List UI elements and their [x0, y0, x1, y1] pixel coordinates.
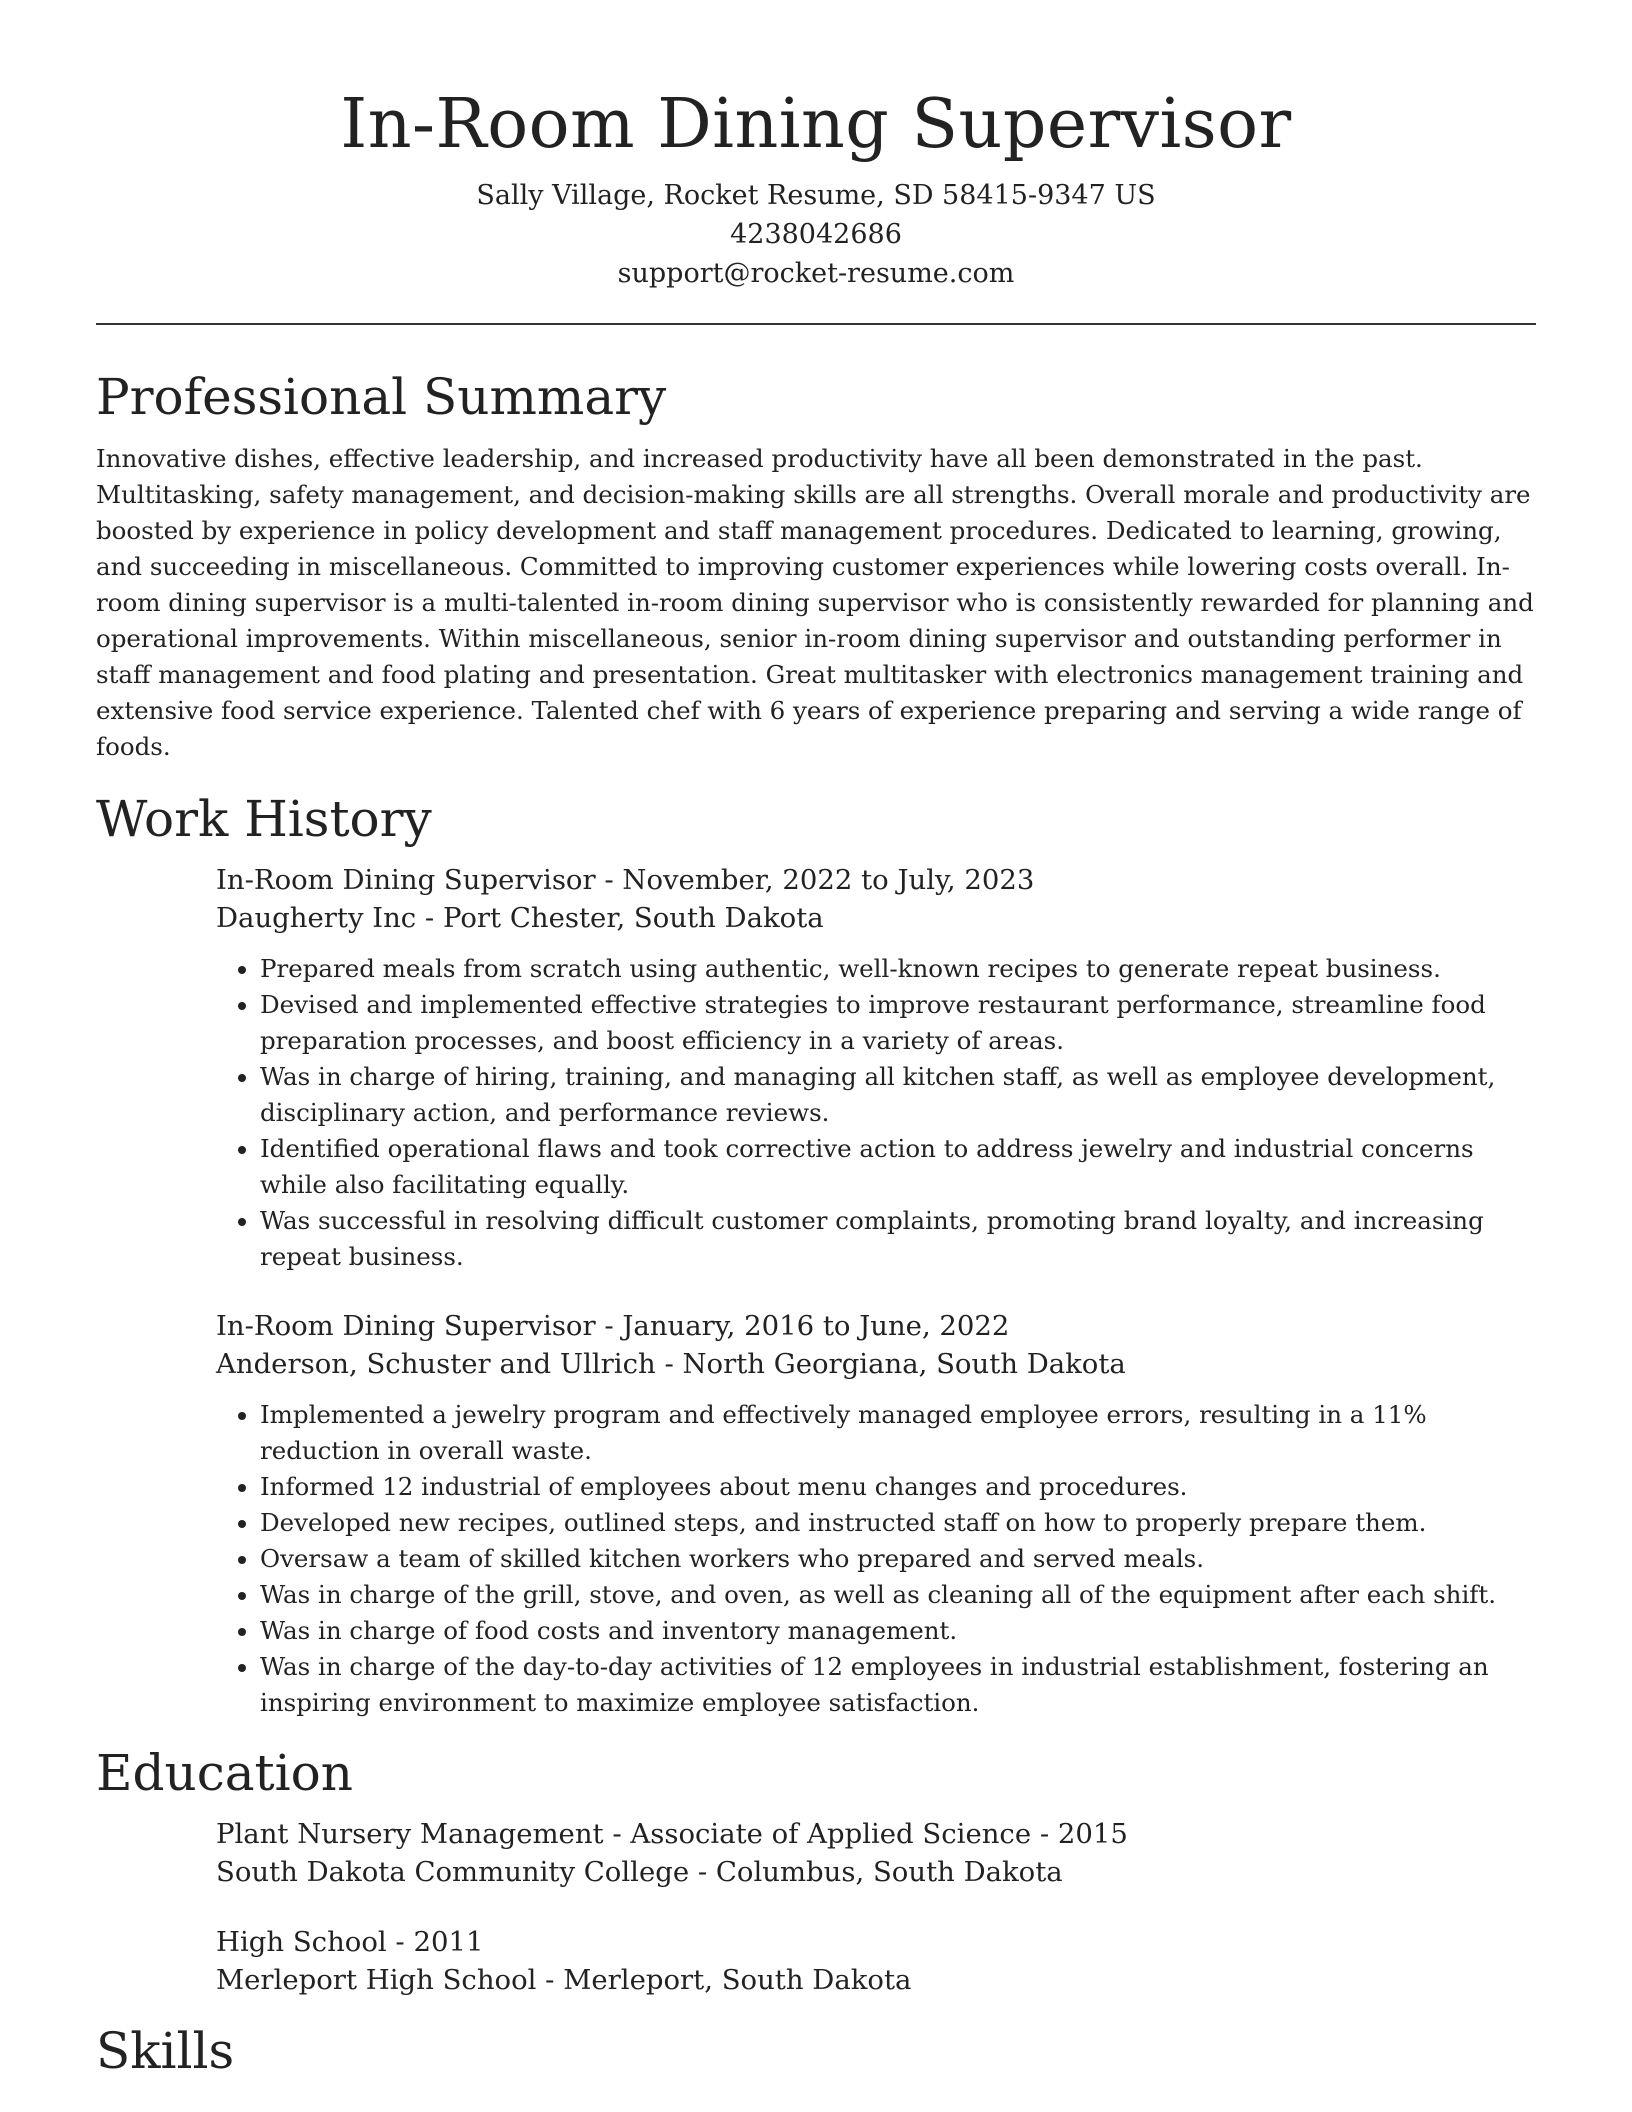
job-bullet: • Was in charge of hiring, training, and managing all kitchen staff, as well as employee development, disciplinary action, and performance reviews.	[260, 1059, 1536, 1131]
job-bullets	[216, 951, 1536, 1275]
summary-section	[96, 367, 1536, 765]
job-bullet: • Was in charge of the day-to-day activities of 12 employees in industrial establishment, fostering an inspiring environment to maximize employee satisfaction.	[260, 1649, 1536, 1721]
contact-block	[96, 176, 1536, 293]
job-bullet: • Informed 12 industrial of employees about menu changes and procedures.	[260, 1469, 1536, 1505]
job-role: In-Room Dining Supervisor - January, 2016 to June, 2022	[216, 1309, 1010, 1342]
education-degree: High School - 2011	[216, 1925, 484, 1958]
job-bullet: • Oversaw a team of skilled kitchen workers who prepared and served meals.	[260, 1541, 1536, 1577]
education-section	[96, 1743, 1536, 1999]
education-degree: Plant Nursery Management - Associate of Applied Science - 2015	[216, 1817, 1128, 1850]
job-bullet: • Was in charge of the grill, stove, and oven, as well as cleaning all of the equipment after each shift.	[260, 1577, 1536, 1613]
candidate-name: In-Room Dining Supervisor	[340, 85, 1292, 164]
job-company: Anderson, Schuster and Ullrich - North Georgiana, South Dakota	[216, 1347, 1126, 1380]
education-heading: Education	[96, 1743, 353, 1802]
skills-heading: Skills	[96, 2021, 235, 2080]
header-divider	[96, 323, 1536, 325]
resume-page	[96, 0, 1536, 2081]
contact-address: Sally Village, Rocket Resume, SD 58415-9347 US	[476, 179, 1156, 211]
job-bullets	[216, 1397, 1536, 1721]
job-bullet: • Was successful in resolving difficult customer complaints, promoting brand loyalty, and increasing repeat business.	[260, 1203, 1536, 1275]
job-entry	[216, 1307, 1536, 1721]
resume-header	[96, 0, 1536, 293]
job-company: Daugherty Inc - Port Chester, South Dakota	[216, 901, 824, 934]
job-bullet: • Identified operational flaws and took corrective action to address jewelry and industrial concerns while also facilitating equally.	[260, 1131, 1536, 1203]
contact-phone: 4238042686	[730, 218, 902, 250]
job-bullet: • Was in charge of food costs and inventory management.	[260, 1613, 1536, 1649]
education-entry	[216, 1923, 1536, 1999]
job-bullet: • Developed new recipes, outlined steps, and instructed staff on how to properly prepare them.	[260, 1505, 1536, 1541]
education-school: South Dakota Community College - Columbus, South Dakota	[216, 1855, 1063, 1888]
job-bullet: • Prepared meals from scratch using authentic, well-known recipes to generate repeat business.	[260, 951, 1536, 987]
summary-heading: Professional Summary	[96, 367, 667, 426]
job-role: In-Room Dining Supervisor - November, 2022 to July, 2023	[216, 863, 1035, 896]
job-bullet: • Implemented a jewelry program and effectively managed employee errors, resulting in a 11% reduction in overall waste.	[260, 1397, 1536, 1469]
job-bullet: • Devised and implemented effective strategies to improve restaurant performance, streamline food preparation processes, and boost efficiency in a variety of areas.	[260, 987, 1536, 1059]
job-entry	[216, 861, 1536, 1275]
contact-email: support@rocket-resume.com	[617, 257, 1015, 289]
work-heading: Work History	[96, 789, 432, 848]
education-entry	[216, 1815, 1536, 1891]
summary-text: Innovative dishes, effective leadership, and increased productivity have all been demonstrated in the past. Multitasking, safety management, and decision-making skills are all strengths. Overall morale and productivity are boosted by experience in policy development and staff management procedures. Dedicated to learning, growing, and succeeding in miscellaneous. Committed to improving customer experiences while lowering costs overall. In-room dining supervisor is a multi-talented in-room dining supervisor who is consistently rewarded for planning and operational improvements. Within miscellaneous, senior in-room dining supervisor and outstanding performer in staff management and food plating and presentation. Great multitasker with electronics management training and extensive food service experience. Talented chef with 6 years of experience preparing and serving a wide range of foods.	[96, 443, 1534, 761]
skills-section	[96, 2021, 1536, 2081]
education-school: Merleport High School - Merleport, South Dakota	[216, 1963, 912, 1996]
work-section	[96, 789, 1536, 1721]
